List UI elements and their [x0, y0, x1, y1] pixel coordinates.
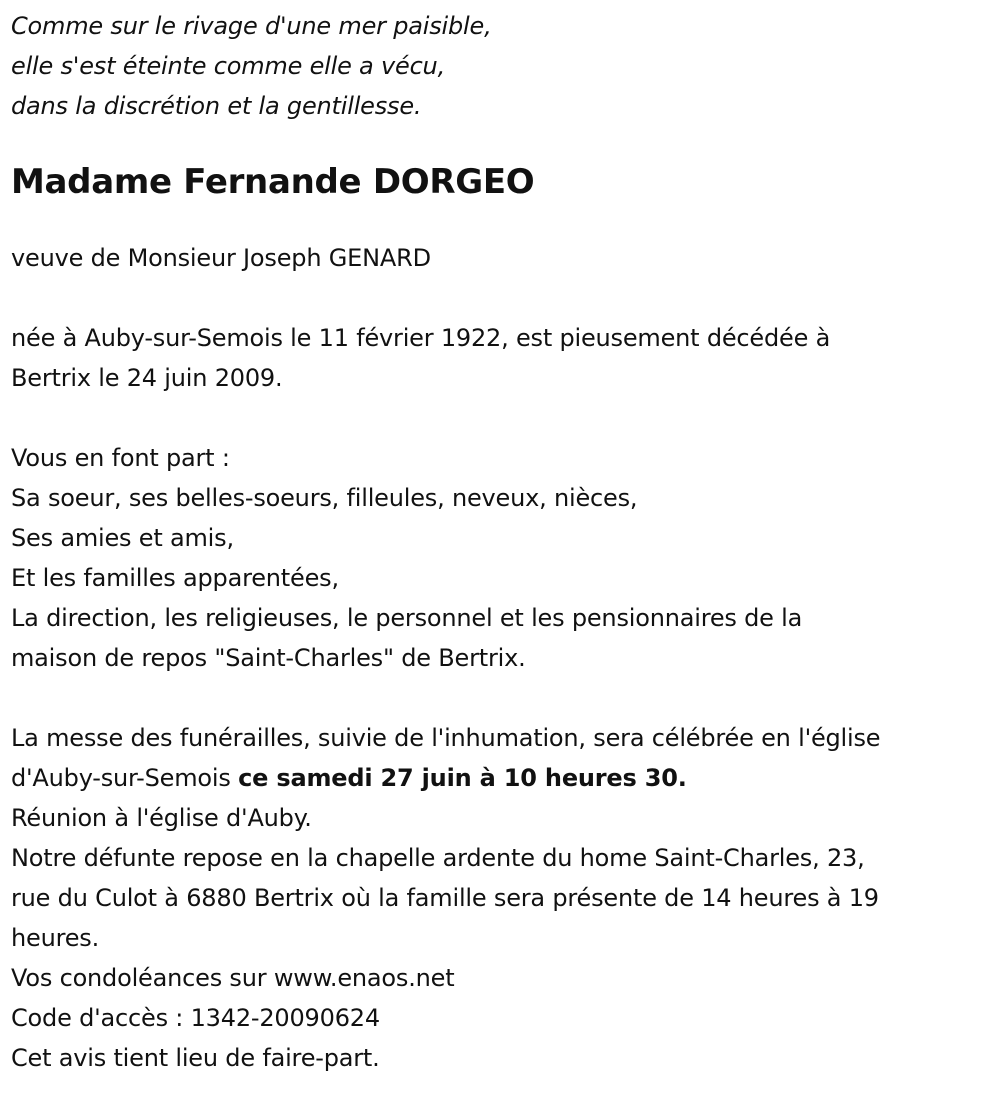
access-code-line: Code d'accès : 1342-20090624: [11, 1004, 380, 1032]
notice-line: Cet avis tient lieu de faire-part.: [11, 1044, 380, 1072]
funeral-line-4: Notre défunte repose en la chapelle ardente du home Saint-Charles, 23,: [11, 844, 865, 872]
funeral-line-2: [11, 758, 1000, 798]
funeral-line-3: Réunion à l'église d'Auby.: [11, 804, 312, 832]
birth-death-paragraph: [11, 318, 1000, 398]
family-line-1: Sa soeur, ses belles-soeurs, filleules, neveux, nièces,: [11, 484, 638, 512]
condolences-line: Vos condoléances sur www.enaos.net: [11, 964, 455, 992]
family-line-3: Et les familles apparentées,: [11, 564, 339, 592]
quote-line-2: elle s'est éteinte comme elle a vécu,: [11, 52, 445, 80]
family-paragraph: [11, 438, 1000, 678]
family-line-4: La direction, les religieuses, le personnel et les pensionnaires de la: [11, 604, 803, 632]
deceased-name-title: Madame Fernande DORGEO: [11, 162, 535, 202]
funeral-line-5: rue du Culot à 6880 Bertrix où la famille sera présente de 14 heures à 19: [11, 884, 879, 912]
funeral-paragraph: [11, 718, 1000, 1078]
spacer: [11, 278, 1000, 318]
funeral-place: d'Auby-sur-Semois: [11, 764, 239, 792]
funeral-date-time: ce samedi 27 juin à 10 heures 30.: [238, 764, 687, 792]
opening-quote: [11, 6, 1000, 126]
family-line-5: maison de repos "Saint-Charles" de Bertrix.: [11, 644, 526, 672]
family-intro: Vous en font part :: [11, 444, 230, 472]
spacer: [11, 398, 1000, 438]
widow-line: veuve de Monsieur Joseph GENARD: [11, 244, 431, 272]
birth-line-2: Bertrix le 24 juin 2009.: [11, 364, 283, 392]
birth-line-1: née à Auby-sur-Semois le 11 février 1922, est pieusement décédée à: [11, 324, 831, 352]
funeral-line-6: heures.: [11, 924, 100, 952]
spacer: [11, 678, 1000, 718]
quote-line-3: dans la discrétion et la gentillesse.: [11, 92, 422, 120]
family-line-2: Ses amies et amis,: [11, 524, 234, 552]
quote-line-1: Comme sur le rivage d'une mer paisible,: [11, 12, 492, 40]
funeral-line-1: La messe des funérailles, suivie de l'inhumation, sera célébrée en l'église: [11, 724, 881, 752]
